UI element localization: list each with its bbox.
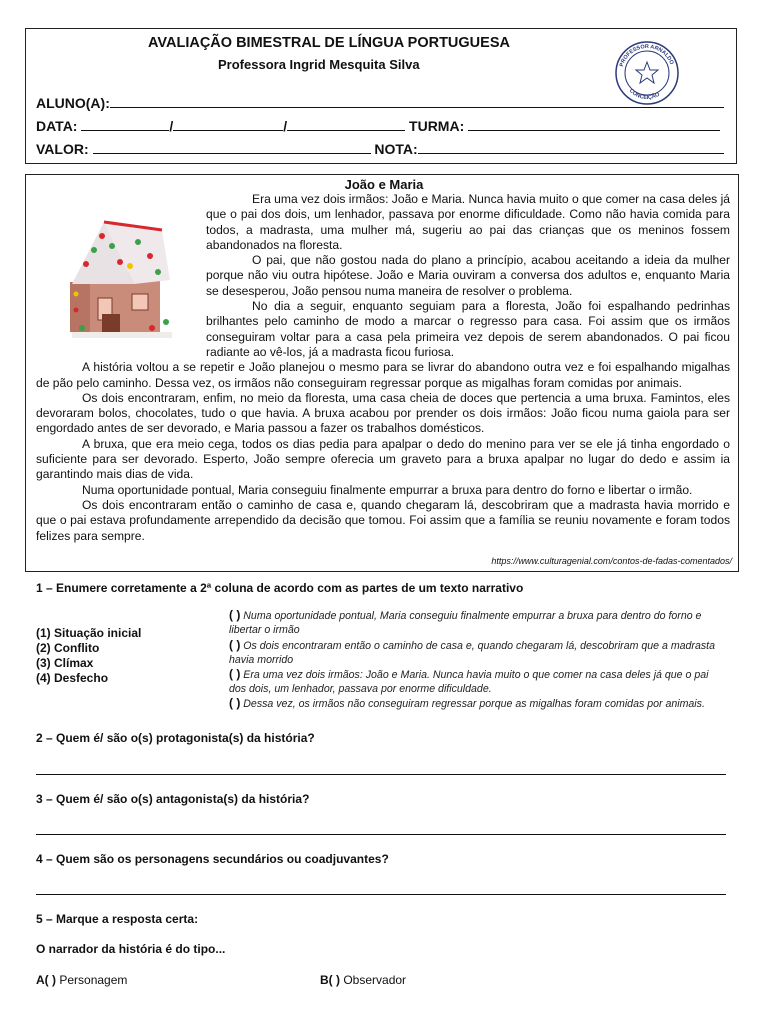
question-3-answer-line[interactable] xyxy=(36,834,726,835)
source-url: https://www.culturagenial.com/contos-de-fadas-comentados/ xyxy=(491,556,732,566)
date-slash-2: / xyxy=(283,118,288,134)
story-paragraph: Era uma vez dois irmãos: João e Maria. Nunca havia muito o que comer na casa deles já que o pai dos dois, um lenhador, passava por enorme dificuldade. Como não havia comida para todos, a madrasta, uma mulher má, sugeriu ao pai das crianças que os meninos fossem abandonados na floresta. xyxy=(206,192,730,252)
question-4-answer-line[interactable] xyxy=(36,894,726,895)
question-1-prompt: 1 – Enumere corretamente a 2ª coluna de acordo com as partes de um texto narrativo xyxy=(36,581,524,595)
q1-option-text: Os dois encontraram então o caminho de casa e, quando chegaram lá, descobriram que a madrasta havia morrido xyxy=(229,640,715,666)
aluno-label: ALUNO(A): xyxy=(36,95,110,111)
choice-a[interactable] xyxy=(36,973,127,987)
legend-climax: (3) Clímax xyxy=(36,656,94,670)
turma-label: TURMA: xyxy=(409,118,465,134)
gingerbread-house-image xyxy=(42,202,192,352)
month-field[interactable] xyxy=(173,117,283,131)
legend-situacao-inicial: (1) Situação inicial xyxy=(36,626,142,640)
question-3-prompt: 3 – Quem é/ são o(s) antagonista(s) da história? xyxy=(36,792,310,806)
story-paragraph: Os dois encontraram então o caminho de casa e, quando chegaram lá, descobriram que a madrasta havia morrido e que o pai estava profundamente arrependido da decisão que tomou. Foi assim que a família se reuniu novamente e foram todos felizes para sempre. xyxy=(36,497,730,543)
teacher-name: Professora Ingrid Mesquita Silva xyxy=(218,57,420,72)
choice-a-box[interactable]: A( ) xyxy=(36,973,56,987)
story-paragraph: O pai, que não gostou nada do plano a princípio, acabou aceitando a ideia da mulher porque não viu outra hipótese. João e Maria ouviram a conversa dos adultos e, enquanto Maria se desesperou, João pensou numa maneira de resolver o problema. xyxy=(206,253,730,298)
question-2-prompt: 2 – Quem é/ são o(s) protagonista(s) da história? xyxy=(36,731,315,745)
story-paragraph: Numa oportunidade pontual, Maria conseguiu finalmente empurrar a bruxa para dentro do forno e libertar o irmão. xyxy=(82,482,693,497)
question-2-answer-line[interactable] xyxy=(36,774,726,775)
q1-option-text: Numa oportunidade pontual, Maria conseguiu finalmente empurrar a bruxa para dentro do forno e libertar o irmão xyxy=(229,610,702,636)
q1-option xyxy=(229,608,719,637)
day-field[interactable] xyxy=(81,117,169,131)
q1-option-text: Era uma vez dois irmãos: João e Maria. Nunca havia muito o que comer na casa deles já que o pai dos dois, um lenhador, passava por enorme dificuldade. xyxy=(229,669,709,695)
story-text xyxy=(36,192,730,544)
story-paragraph: Os dois encontraram, enfim, no meio da floresta, uma casa cheia de doces que pertencia a uma bruxa. Famintos, eles devoraram bolos, chocolates, tudo o que havia. A bruxa acabou por prender os dois irmãos: João ficou numa gaiola para ser engordado antes de ser devorado, e Maria passou a fazer os trabalhos domésticos. xyxy=(36,390,730,436)
q1-option-answer-box[interactable]: ( ) xyxy=(229,608,241,622)
story-paragraph: A história voltou a se repetir e João planejou o mesmo para se livrar do abandono outra vez e foi espalhando migalhas de pão pelo caminho. Dessa vez, os irmãos não conseguiram regressar porque as migalhas foram comidas por animais. xyxy=(36,360,730,390)
story-paragraph: A bruxa, que era meio cega, todos os dias pedia para apalpar o dedo do menino para ver se ele já tinha engordado o suficiente para ser devorado. Esperto, João sempre oferecia um graveto para a bruxa apalpar no lugar do dedo e assim ia garantindo mais dias de vida. xyxy=(36,436,730,482)
question-5-prompt: 5 – Marque a resposta certa: xyxy=(36,912,199,926)
seal-bottom-text: CONCEIÇÃO xyxy=(627,87,661,102)
choice-a-text: Personagem xyxy=(59,973,128,987)
story-paragraph: No dia a seguir, enquanto seguiam para a floresta, João foi espalhando pedrinhas brilhantes pelo caminho de modo a marcar o regresso para casa. Foi assim que os irmãos conseguiram voltar para a casa pela primeira vez depois de serem abandonados. O pai ficou radiante ao vê-los, já a madrasta ficou furiosa. xyxy=(206,299,730,359)
legend-conflito: (2) Conflito xyxy=(36,641,100,655)
data-line xyxy=(36,117,720,134)
q1-option-answer-box[interactable]: ( ) xyxy=(229,667,241,681)
aluno-line xyxy=(36,94,724,111)
seal-top-text: PROFESSOR ARNALDO xyxy=(618,43,675,68)
valor-line xyxy=(36,140,724,157)
q1-option-answer-box[interactable]: ( ) xyxy=(229,638,241,652)
q1-option xyxy=(229,696,719,711)
date-slash-1: / xyxy=(169,118,174,134)
question-5-subprompt: O narrador da história é do tipo... xyxy=(36,942,226,956)
choice-b-text: Observador xyxy=(343,973,407,987)
q1-option-text: Dessa vez, os irmãos não conseguiram regressar porque as migalhas foram comidas por animais. xyxy=(243,698,705,710)
nota-field[interactable] xyxy=(418,140,724,154)
aluno-field[interactable] xyxy=(110,94,724,108)
choice-b[interactable] xyxy=(320,973,406,987)
valor-label: VALOR: xyxy=(36,141,89,157)
legend-desfecho: (4) Desfecho xyxy=(36,671,109,685)
data-label: DATA: xyxy=(36,118,78,134)
year-field[interactable] xyxy=(287,117,405,131)
choice-b-box[interactable]: B( ) xyxy=(320,973,340,987)
q1-option xyxy=(229,638,719,667)
nota-label: NOTA: xyxy=(374,141,418,157)
q1-option-answer-box[interactable]: ( ) xyxy=(229,696,241,710)
turma-field[interactable] xyxy=(468,117,720,131)
assessment-title: AVALIAÇÃO BIMESTRAL DE LÍNGUA PORTUGUESA xyxy=(148,35,510,51)
valor-field[interactable] xyxy=(93,140,371,154)
q1-option xyxy=(229,667,719,696)
question-4-prompt: 4 – Quem são os personagens secundários ou coadjuvantes? xyxy=(36,852,389,866)
story-title: João e Maria xyxy=(344,177,424,192)
